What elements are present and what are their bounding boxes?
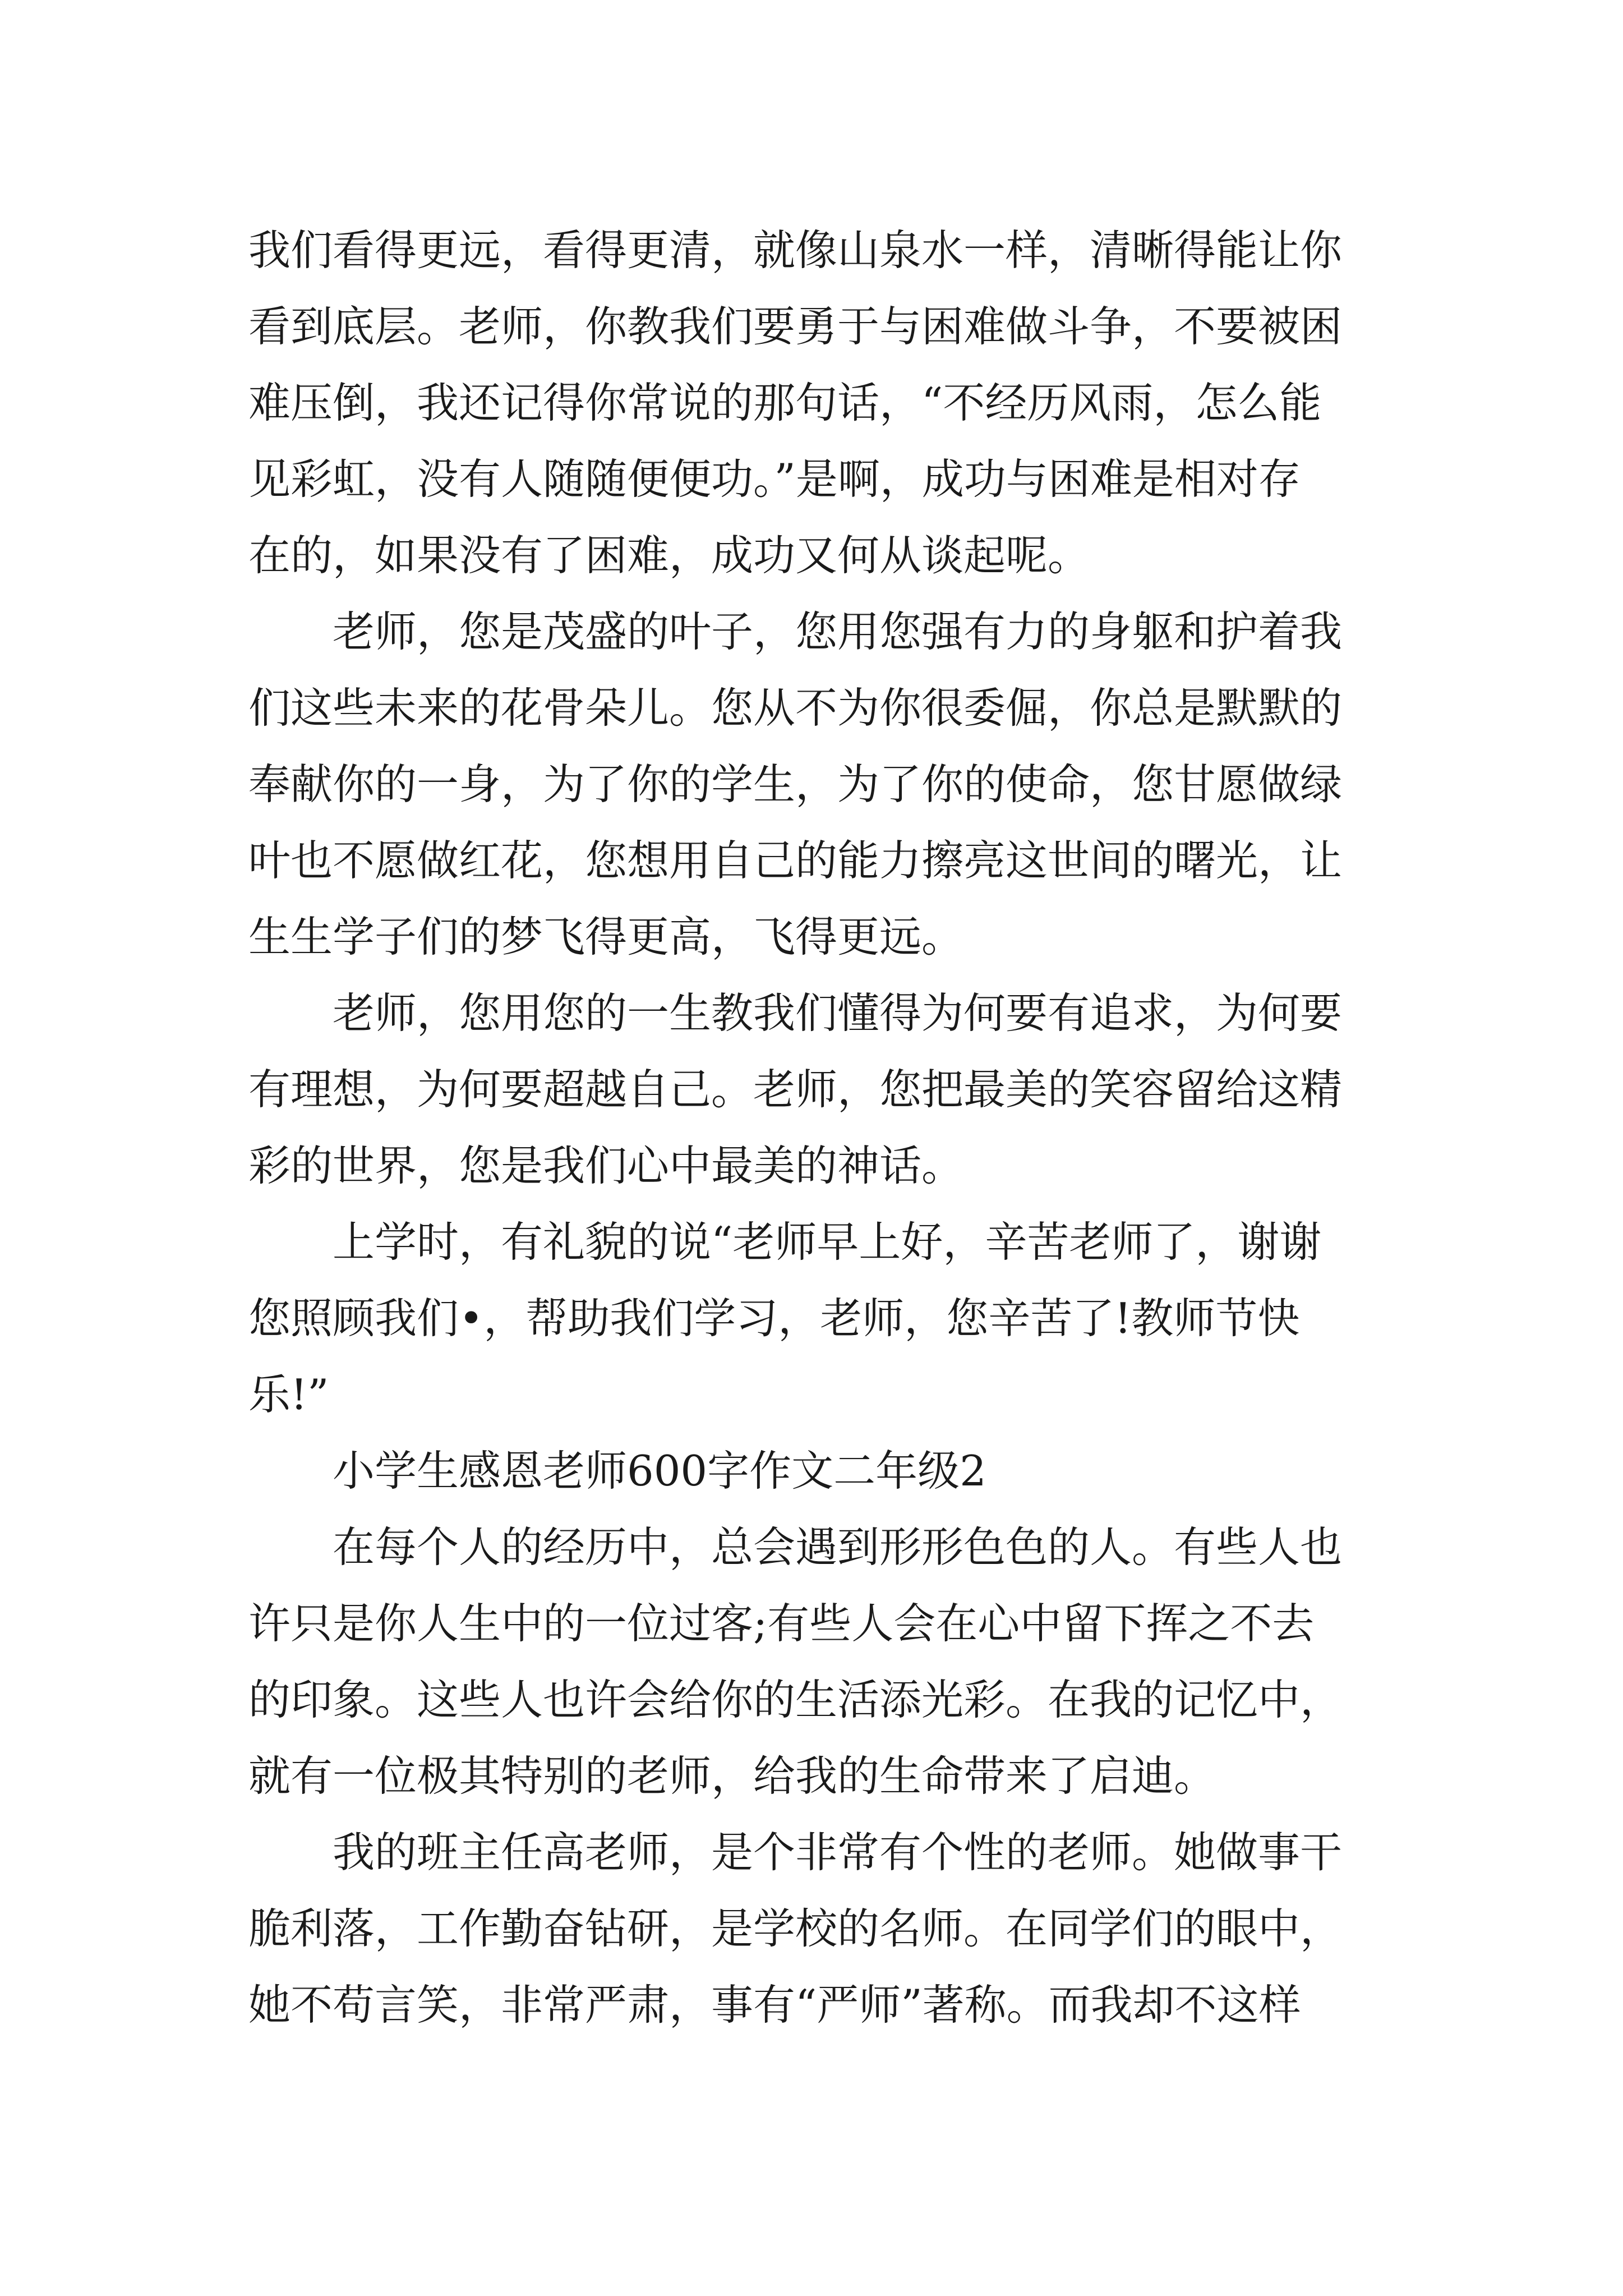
text-line: 彩的世界，您是我们心中最美的神话。 — [248, 1141, 964, 1190]
text-line: 奉献你的一身，为了你的学生，为了你的使命，您甘愿做绿 — [248, 760, 1343, 809]
text-line: 我们看得更远，看得更清，就像山泉水一样，清晰得能让你 — [248, 226, 1343, 275]
text-line: 在的，如果没有了困难，成功又何从谈起呢。 — [248, 531, 1090, 580]
text-line: 脆利落，工作勤奋钻研，是学校的名师。在同学们的眼中， — [248, 1904, 1343, 1953]
paragraph-first-line: 老师，您用您的一生教我们懂得为何要有追求，为何要 — [333, 988, 1343, 1038]
text-line: 有理想，为何要超越自己。老师，您把最美的笑容留给这精 — [248, 1065, 1343, 1114]
section-heading: 小学生感恩老师600字作文二年级2 — [333, 1446, 986, 1496]
paragraph-first-line: 上学时，有礼貌的说“老师早上好，辛苦老师了，谢谢 — [333, 1217, 1322, 1267]
paragraph-first-line: 在每个人的经历中，总会遇到形形色色的人。有些人也 — [333, 1522, 1343, 1572]
text-line: 您照顾我们•，帮助我们学习，老师，您辛苦了!教师节快 — [248, 1294, 1300, 1343]
paragraph-first-line: 我的班主任高老师，是个非常有个性的老师。她做事干 — [333, 1828, 1343, 1877]
document-body — [248, 212, 1393, 2043]
text-line: 们这些未来的花骨朵儿。您从不为你很委倔，你总是默默的 — [248, 683, 1343, 733]
text-line: 叶也不愿做红花，您想用自己的能力擦亮这世间的曙光，让 — [248, 836, 1343, 885]
text-line: 乐!” — [248, 1370, 329, 1419]
text-line: 的印象。这些人也许会给你的生活添光彩。在我的记忆中， — [248, 1675, 1343, 1724]
text-line: 难压倒，我还记得你常说的那句话，“不经历风雨，怎么能 — [248, 378, 1322, 427]
text-line: 就有一位极其特别的老师，给我的生命带来了启迪。 — [248, 1751, 1216, 1801]
text-line: 见彩虹，没有人随随便便功。”是啊，成功与困难是相对存 — [248, 454, 1301, 504]
text-line: 她不苟言笑，非常严肃，事有“严师”著称。而我却不这样 — [248, 1980, 1301, 2030]
text-line: 看到底层。老师，你教我们要勇于与困难做斗争，不要被困 — [248, 302, 1343, 351]
text-line: 生生学子们的梦飞得更高，飞得更远。 — [248, 912, 964, 961]
paragraph-first-line: 老师，您是茂盛的叶子，您用您强有力的身躯和护着我 — [333, 607, 1343, 656]
text-line: 许只是你人生中的一位过客;有些人会在心中留下挥之不去 — [248, 1599, 1315, 1648]
